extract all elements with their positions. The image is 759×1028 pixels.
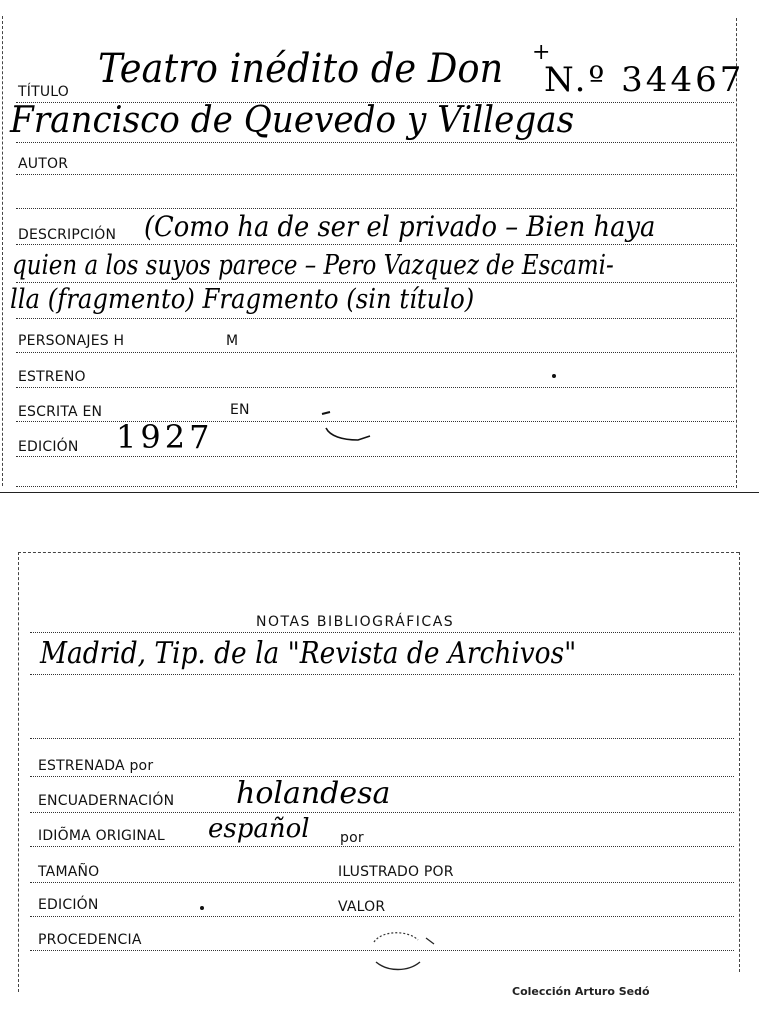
label-ilustrado-por: ILUSTRADO POR (338, 864, 454, 880)
label-personajes-m: M (226, 333, 239, 349)
label-idioma-por: por (340, 830, 364, 846)
ink-dot (200, 906, 204, 910)
handwritten-title-line2: Francisco de Quevedo y Villegas (10, 100, 575, 141)
ruled-line (16, 456, 734, 457)
card-border (739, 552, 740, 972)
ruled-line (30, 674, 734, 675)
ruled-line (16, 208, 734, 209)
ruled-line (16, 352, 734, 353)
label-edicion-back: EDICIÓN (38, 897, 99, 913)
ruled-line (30, 846, 734, 847)
label-notas-bibliograficas: NOTAS BIBLIOGRÁFICAS (256, 614, 455, 630)
label-personajes: PERSONAJES H (18, 333, 125, 349)
label-escrita-en-2: EN (230, 402, 250, 418)
handwritten-description-line2: quien a los suyos parece – Pero Vazquez de Escami- (12, 250, 614, 281)
label-edicion: EDICIÓN (18, 439, 79, 455)
label-escrita-en: ESCRITA EN (18, 404, 103, 420)
ruled-line (16, 486, 734, 487)
ruled-line (16, 142, 734, 143)
ink-dot (552, 374, 556, 378)
label-valor: VALOR (338, 899, 386, 915)
handwritten-encuadernacion: holandesa (236, 776, 391, 811)
label-estreno: ESTRENO (18, 369, 86, 385)
handwritten-description-line1: (Como ha de ser el privado – Bien haya (144, 210, 656, 243)
label-tamano: TAMAÑO (38, 864, 100, 880)
handwritten-description-line3: lla (fragmento) Fragmento (sin título) (10, 284, 475, 315)
ruled-line (16, 387, 734, 388)
ruled-line (30, 632, 734, 633)
ink-mark (318, 406, 378, 446)
collection-footer: Colección Arturo Sedó (512, 985, 650, 998)
ruled-line (16, 244, 734, 245)
label-autor: AUTOR (18, 156, 69, 172)
label-titulo: TÍTULO (18, 84, 69, 100)
card-border (18, 552, 739, 553)
ink-mark (364, 920, 444, 980)
label-estrenada: ESTRENADA por (38, 758, 154, 774)
handwritten-notas: Madrid, Tip. de la "Revista de Archivos" (40, 636, 577, 671)
ruled-line (30, 882, 734, 883)
handwritten-number: N.º 34467 (544, 60, 745, 100)
ruled-line (16, 282, 734, 283)
ruled-line (16, 174, 734, 175)
ruled-line (30, 916, 734, 917)
label-idioma-original: IDIÕMA ORIGINAL (38, 828, 165, 844)
ruled-line (16, 318, 734, 319)
handwritten-edition-year: 1927 (116, 418, 214, 456)
label-encuadernacion: ENCUADERNACIÓN (38, 793, 175, 809)
ruled-line (30, 738, 734, 739)
handwritten-title: Teatro inédito de Don (98, 46, 504, 92)
handwritten-cross: + (532, 40, 551, 65)
card-divider (0, 492, 759, 493)
label-descripcion: DESCRIPCIÓN (18, 227, 117, 243)
front-card (0, 0, 745, 488)
card-border (18, 552, 19, 992)
card-border (2, 16, 3, 486)
handwritten-idioma: español (208, 814, 310, 844)
ruled-line (30, 812, 734, 813)
label-procedencia: PROCEDENCIA (38, 932, 142, 948)
back-card (0, 540, 759, 1000)
